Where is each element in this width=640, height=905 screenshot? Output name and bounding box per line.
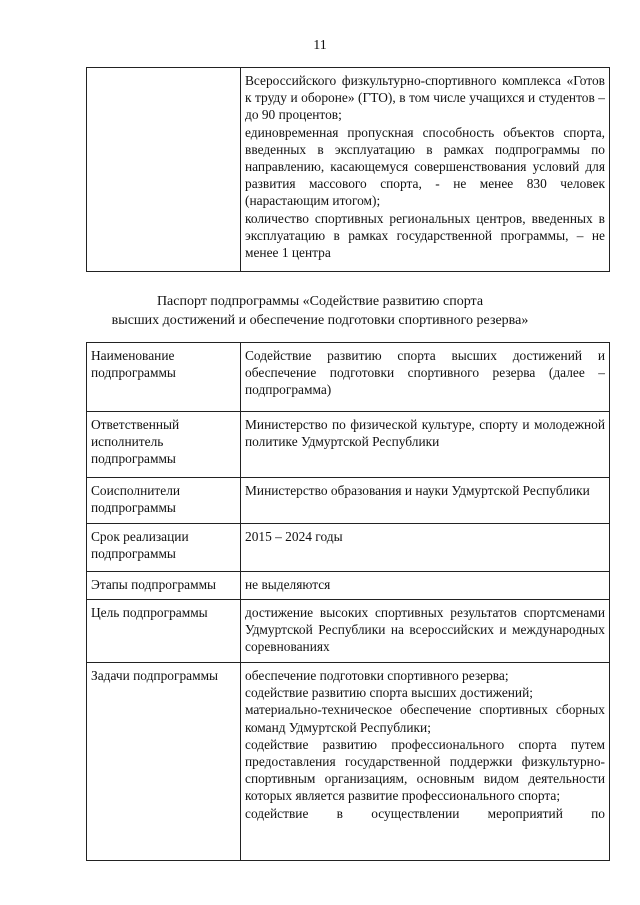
row-value <box>241 663 610 861</box>
value-cell <box>241 68 610 272</box>
cell-paragraph: количество спортивных региональных центров, введенных в эксплуатацию в рамках государственной программы, – не менее 1 центра <box>245 210 605 261</box>
row-value <box>241 600 610 663</box>
row-value <box>241 524 610 572</box>
row-label: Задачи подпрограммы <box>87 663 241 861</box>
passport-title <box>0 292 640 330</box>
row-value <box>241 478 610 524</box>
row-value <box>241 412 610 478</box>
table-row <box>87 663 610 861</box>
passport-title-line: Паспорт подпрограммы «Содействие развитию спорта <box>156 294 484 309</box>
row-label: Наименование подпрограммы <box>87 343 241 412</box>
row-label: Соисполнители подпрограммы <box>87 478 241 524</box>
table-row <box>87 478 610 524</box>
cell-paragraph: достижение высоких спортивных результатов спортсменами Удмуртской Республики на всероссийских и международных соревнованиях <box>245 605 605 655</box>
cell-paragraph: содействие в осуществлении мероприятий по <box>245 805 605 821</box>
table-row <box>87 412 610 478</box>
cell-paragraph: единовременная пропускная способность объектов спорта, введенных в эксплуатацию в рамках подпрограммы по направлению, касающемуся совершенствования условий для развития массового спорта, - не менее 830 человек (нарастающим итогом); <box>245 124 605 209</box>
cell-paragraph: 2015 – 2024 годы <box>245 529 343 544</box>
cell-paragraph: Министерство образования и науки Удмуртской Республики <box>245 483 590 498</box>
page-number: 11 <box>313 38 327 53</box>
cell-paragraph: содействие развитию спорта высших достижений; <box>245 685 533 701</box>
row-label: Этапы подпрограммы <box>87 572 241 600</box>
cell-paragraph: обеспечение подготовки спортивного резерва; <box>245 668 509 683</box>
table-row <box>87 524 610 572</box>
continuation-table <box>86 67 610 272</box>
cell-paragraph: Министерство по физической культуре, спорту и молодежной политике Удмуртской Республики <box>245 417 605 450</box>
row-label: Ответственный исполнитель подпрограммы <box>87 412 241 478</box>
cell-paragraph: Содействие развитию спорта высших достижений и обеспечение подготовки спортивного резерва (далее – подпрограмма) <box>245 348 605 398</box>
table-row <box>87 572 610 600</box>
passport-table <box>86 342 610 861</box>
table-row <box>87 343 610 412</box>
table-row <box>87 68 610 272</box>
cell-paragraph: Всероссийского физкультурно-спортивного комплекса «Готов к труду и обороне» (ГТО), в том числе учащихся и студентов – до 90 процентов; <box>245 73 605 123</box>
passport-title-line: высших достижений и обеспечение подготовки спортивного резерва» <box>111 313 529 328</box>
row-value <box>241 572 610 600</box>
cell-paragraph: материально-техническое обеспечение спортивных сборных команд Удмуртской Республики; <box>245 702 605 735</box>
label-cell-empty <box>87 68 241 272</box>
cell-paragraph: содействие развитию профессионального спорта путем предоставления государственной поддержки физкультурно-спортивным организациям, основным видом деятельности которых является развитие профессионального спорта; <box>245 736 605 804</box>
row-value <box>241 343 610 412</box>
row-label: Цель подпрограммы <box>87 600 241 663</box>
row-label: Срок реализации подпрограммы <box>87 524 241 572</box>
table-row <box>87 600 610 663</box>
cell-paragraph: не выделяются <box>245 577 331 592</box>
